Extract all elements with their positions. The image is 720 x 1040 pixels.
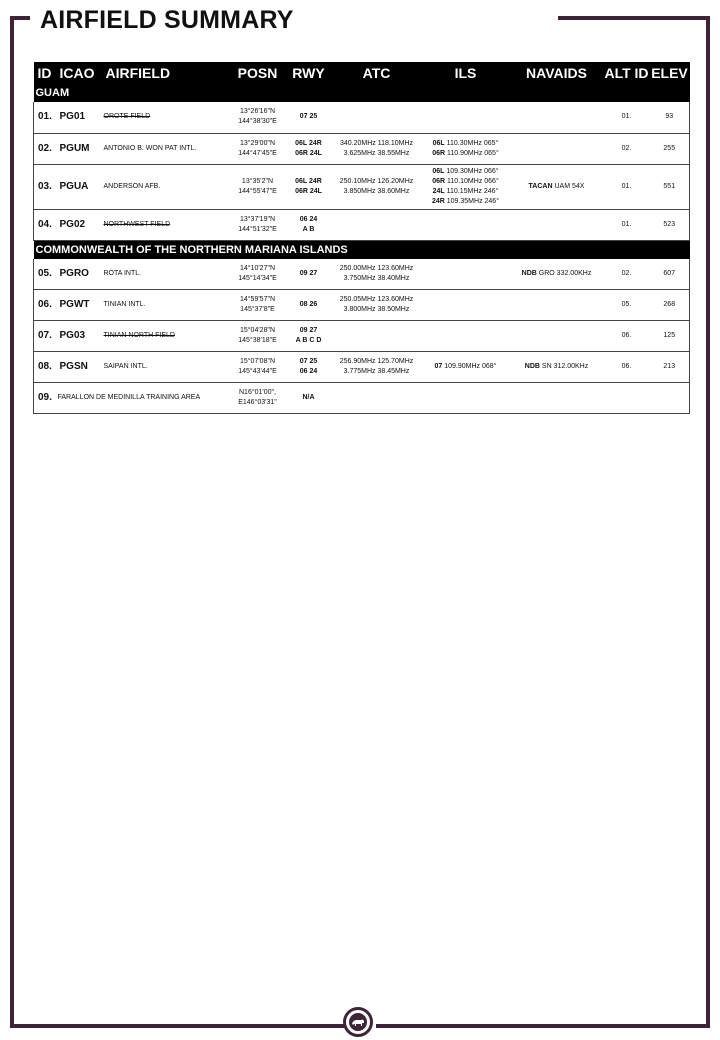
cell-airfield: TINIAN NORTH FIELD [102,321,230,352]
cell-atc-line: 250.05MHz 123.60MHz [339,296,414,303]
cell-id: 07. [34,321,56,352]
cell-atc-line: 3.775MHz 38.45MHz [343,368,410,375]
frame-bottom-left [10,1024,344,1028]
cell-navaids-key: NDB [521,269,537,277]
cell-icao: PG01 [56,102,102,133]
cell-altid: 06. [604,352,650,383]
cell-elev: 268 [650,290,690,321]
cell-id: 05. [34,259,56,290]
cell-ils-key: 24L [432,187,445,195]
section-name: GUAM [34,84,690,102]
cell-rwy [286,133,332,164]
header-elev: ELEV [650,62,690,84]
section-header-row [34,240,690,259]
cell-navaids [510,133,604,164]
cell-posn [230,209,286,240]
airfield-table [33,62,690,414]
cell-navaids [510,290,604,321]
frame-right-border [706,16,710,1028]
cell-ils [422,290,510,321]
table-row [34,102,690,133]
header-ils: ILS [422,62,510,84]
cell-ils-key: 07 [434,363,443,370]
cell-posn-line: 145°14'34"E [238,274,277,282]
cell-altid: 01. [604,102,650,133]
cell-ils-key: 06R [432,177,446,185]
frame-top-right [558,16,710,20]
cell-altid: 02. [604,133,650,164]
cell-ils-key: 06R [432,149,446,157]
cell-atc-line: 256.90MHz 125.70MHz [339,358,414,365]
cell-icao: PGSN [56,352,102,383]
cell-atc [332,290,422,321]
cell-rwy-line: 07 25 [299,113,318,121]
cell-elev: 607 [650,259,690,290]
cell-navaids [510,383,604,414]
cell-posn-line: E146°03'31" [238,399,277,406]
cell-atc-line: 250.10MHz 126.20MHz [339,177,414,185]
cell-id: 06. [34,290,56,321]
cell-altid: 01. [604,164,650,209]
cell-rwy-line: 08 26 [299,301,318,308]
cell-elev: 255 [650,133,690,164]
cell-posn-line: 14°59'57"N [239,296,276,303]
table-row [34,209,690,240]
cell-rwy-line: 06 24 [299,368,318,375]
cell-ils: 06L 109.30MHz 066° 06R 110.10MHz 066° 24L 110.15MHz 246° 24R 109.35MHz 246° [422,164,510,209]
cell-rwy [286,164,332,209]
cell-altid: 05. [604,290,650,321]
cell-posn [230,259,286,290]
cell-rwy-line: 09 27 [299,269,318,277]
cell-ils: 07 109.90MHz 068° [422,352,510,383]
cell-atc-line: 340.20MHz 118.10MHz [339,139,414,147]
section-header-row [34,84,690,102]
cell-posn-line: 145°43'44"E [238,368,277,375]
cell-posn [230,164,286,209]
cell-elev: 93 [650,102,690,133]
cell-rwy-line: N/A [302,394,315,401]
cell-ils-key: 06L [432,139,445,147]
cell-icao: PGRO [56,259,102,290]
cell-rwy-line: 06R 24L [295,187,322,195]
header-atc: ATC [332,62,422,84]
cell-airfield: ROTA INTL. [102,259,230,290]
cell-airfield: NORTHWEST FIELD [102,209,230,240]
cell-atc-line: 3.750MHz 38.40MHz [343,274,410,282]
cell-atc [332,102,422,133]
cell-posn-line: 144°38'30"E [238,118,277,126]
cell-posn-line: 15°07'08"N [239,358,276,365]
cell-id: 03. [34,164,56,209]
cell-navaids: NDB SN 312.00KHz [510,352,604,383]
cell-rwy-line: 09 27 [299,327,318,334]
cell-atc [332,259,422,290]
cell-posn-line: 144°55'47"E [238,187,277,195]
table-row [34,321,690,352]
cell-icao: PGUM [56,133,102,164]
cell-rwy [286,209,332,240]
cell-posn [230,102,286,133]
table-body [34,84,690,414]
cell-rwy-line: 07 25 [299,358,318,365]
cell-altid: 02. [604,259,650,290]
cell-rwy [286,102,332,133]
header-posn: POSN [230,62,286,84]
header-altid: ALT ID [604,62,650,84]
cell-id: 04. [34,209,56,240]
table-row [34,133,690,164]
header-id: ID [34,62,56,84]
cell-rwy [286,259,332,290]
cell-elev: 551 [650,164,690,209]
cell-rwy [286,352,332,383]
cell-posn [230,352,286,383]
cell-posn-line: 145°37'8"E [240,306,275,313]
cell-atc [332,209,422,240]
cell-rwy [286,290,332,321]
cell-airfield: ANDERSON AFB. [102,164,230,209]
logo [343,1007,373,1037]
cell-navaids [510,102,604,133]
cell-posn-line: 145°38'18"E [238,337,277,344]
cell-posn-line: 144°47'45"E [238,149,277,157]
cell-ils-key: 24R [431,197,445,205]
cell-posn [230,133,286,164]
cell-ils [422,321,510,352]
cell-id: 01. [34,102,56,133]
header-icao: ICAO [56,62,102,84]
cell-rwy-line: 06R 24L [295,149,322,157]
cell-posn-line: 13°26'16"N [239,108,276,116]
cell-atc-line: 3.800MHz 38.50MHz [343,306,410,313]
cell-ils-key: 06L [432,167,445,175]
cell-navaids-key: TACAN [528,182,553,190]
cell-icao: PGWT [56,290,102,321]
cell-atc [332,164,422,209]
cell-altid: 06. [604,321,650,352]
cell-icao: PG03 [56,321,102,352]
cell-navaids-key: NDB [524,363,540,370]
cell-atc [332,133,422,164]
cell-ils [422,383,510,414]
cell-altid: 01. [604,209,650,240]
cell-rwy-line: 06L 24R [295,177,322,185]
cell-navaids [510,321,604,352]
cell-navaids: NDB GRO 332.00KHz [510,259,604,290]
table-header-row [34,62,690,84]
cell-posn-line: 144°51'32"E [238,225,277,233]
cell-rwy-line: 06L 24R [295,139,322,147]
table-row [34,290,690,321]
cell-ils: 06L 110.30MHz 065° 06R 110.90MHz 065° [422,133,510,164]
cell-posn-line: 15°04'28"N [239,327,276,334]
section-name: COMMONWEALTH OF THE NORTHERN MARIANA ISLANDS [34,240,690,259]
frame-left-border [10,16,14,1028]
table-row [34,352,690,383]
cell-elev: 213 [650,352,690,383]
cell-posn-line: N16°01'00", [239,389,276,396]
page-title: AIRFIELD SUMMARY [40,6,294,34]
cell-atc-line: 250.00MHz 123.60MHz [339,264,414,272]
cell-airfield: SAIPAN INTL. [102,352,230,383]
cell-id: 02. [34,133,56,164]
cell-posn-line: 13°37'19"N [239,215,276,223]
cell-navaids: TACAN UAM 54X [510,164,604,209]
cell-posn-line: 13°35'2"N [241,177,274,185]
cell-posn [230,290,286,321]
cell-rwy-line: A B [302,225,315,233]
cell-atc [332,352,422,383]
cell-airfield: TINIAN INTL. [102,290,230,321]
cell-atc-line: 3.850MHz 38.60MHz [343,187,410,195]
cell-posn-line: 14°10'27"N [239,264,276,272]
cell-navaids [510,209,604,240]
header-airfield: AIRFIELD [102,62,230,84]
cell-posn [230,383,286,414]
cell-airfield: ANTONIO B. WON PAT INTL. [102,133,230,164]
cell-rwy-line: A B C D [295,337,322,344]
cell-elev: 523 [650,209,690,240]
cell-id: 08. [34,352,56,383]
cell-airfield: OROTE FIELD [102,102,230,133]
table-row [34,383,690,414]
cell-elev: 125 [650,321,690,352]
cell-altid [604,383,650,414]
header-navaids: NAVAIDS [510,62,604,84]
cell-icao: PG02 [56,209,102,240]
cell-atc [332,321,422,352]
cell-posn [230,321,286,352]
table-row [34,164,690,209]
cell-elev [650,383,690,414]
cell-rwy [286,321,332,352]
table-row [34,259,690,290]
cell-rwy [286,383,332,414]
frame-bottom-right [376,1024,710,1028]
cell-icao: PGUA [56,164,102,209]
cell-posn-line: 13°29'00"N [239,139,276,147]
cell-ils [422,209,510,240]
cell-airfield: FARALLON DE MEDINILLA TRAINING AREA [56,383,230,414]
cell-atc-line: 3.625MHz 38.55MHz [343,149,410,157]
header-rwy: RWY [286,62,332,84]
bear-emblem-icon [349,1013,367,1031]
cell-rwy-line: 06 24 [299,215,318,223]
cell-id: 09. [34,383,56,414]
cell-ils [422,259,510,290]
cell-ils [422,102,510,133]
cell-atc [332,383,422,414]
